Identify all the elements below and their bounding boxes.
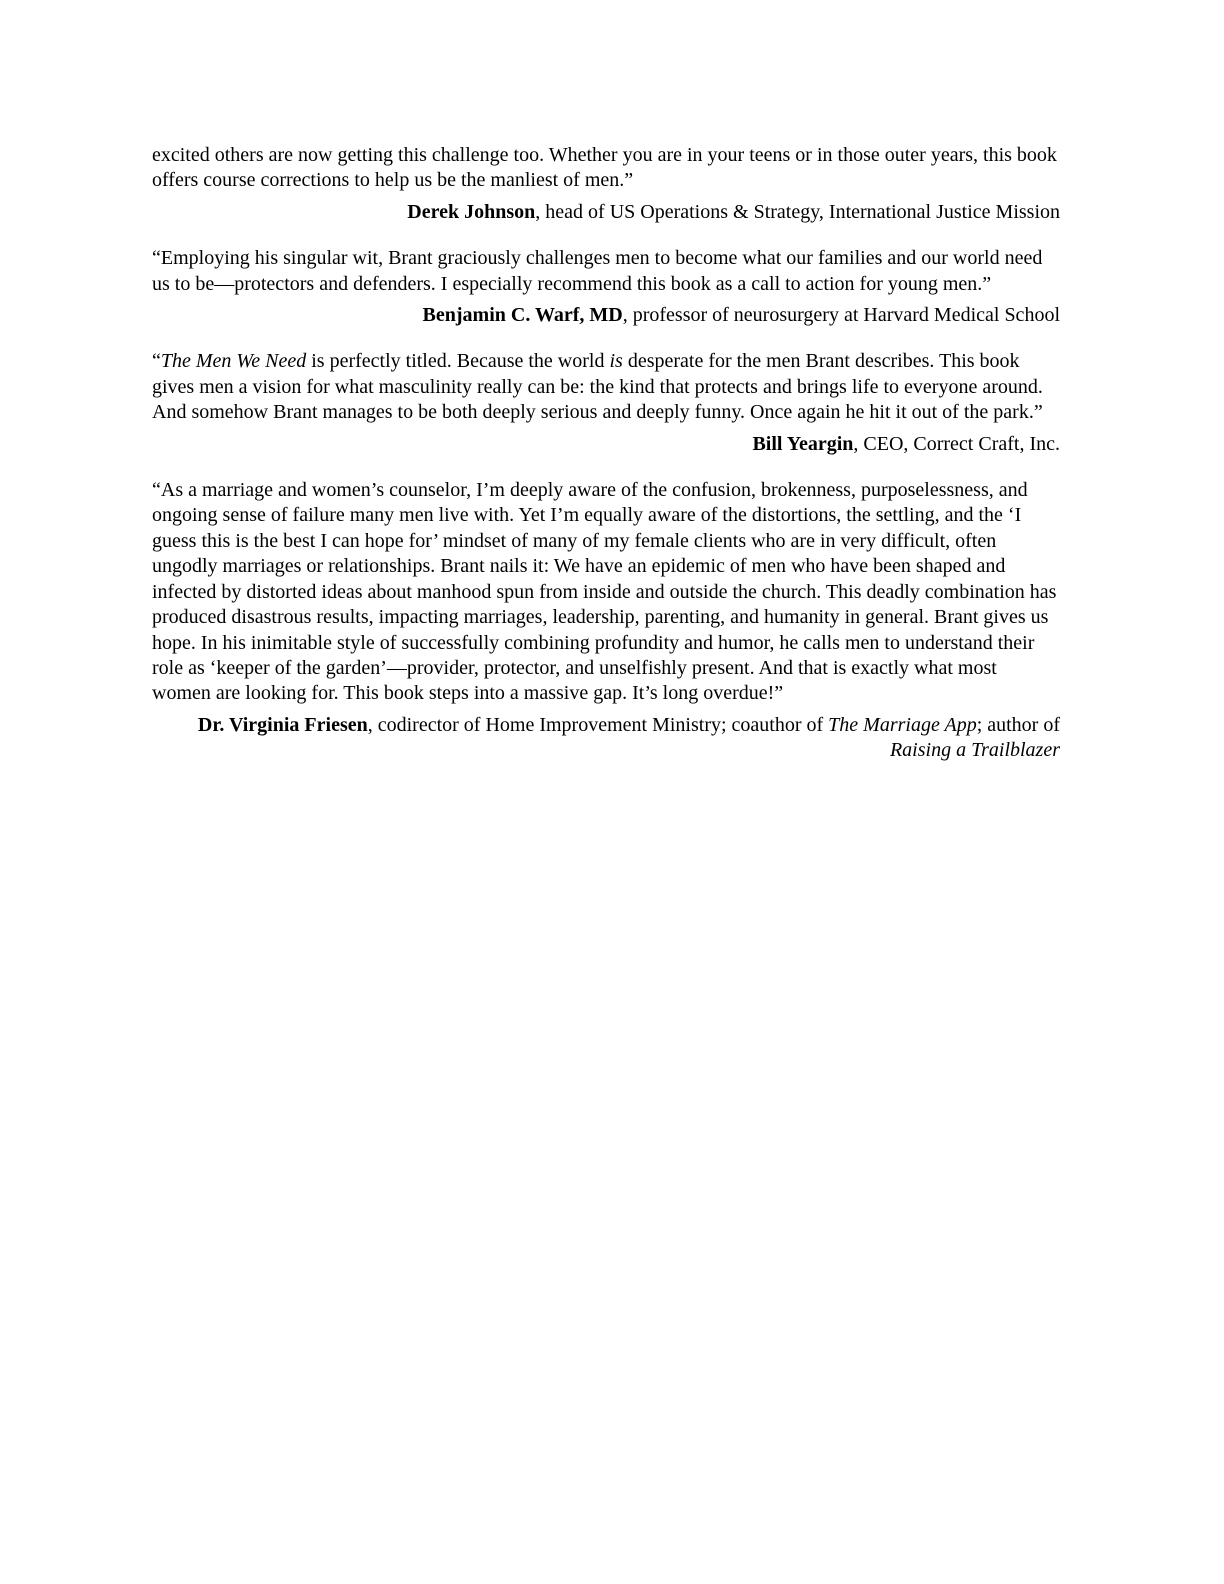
quote-text-part: is perfectly titled. Because the world xyxy=(306,350,610,373)
endorsements-page xyxy=(152,143,1060,764)
quote-open-mark: “ xyxy=(152,350,161,373)
book-title: The Men We Need xyxy=(160,350,307,373)
endorsement-quote-1: excited others are now getting this challenge too. Whether you are in your teens or in those outer years, this book offers course corrections to help us be the manliest of men.” xyxy=(152,144,1057,192)
endorsement-attribution-4 xyxy=(152,713,1060,764)
endorsement-quote-4: “As a marriage and women’s counselor, I’m deeply aware of the confusion, brokenness, purposelessness, and ongoing sense of failure many men live with. Yet I’m equally aware of the distortions, the settling, and the ‘I guess this is the best I can hope for’ mindset of many of my female clients who are in very difficult, often ungodly marriages or relationships. Brant nails it: We have an epidemic of men who have been shaped and infected by distorted ideas about manhood spun from inside and outside the church. This deadly combination has produced disastrous results, impacting marriages, leadership, parenting, and humanity in general. Brant gives us hope. In his inimitable style of successfully combining profundity and humor, he calls men to understand their role as ‘keeper of the garden’—provider, protector, and unselfishly present. And that is exactly what most women are looking for. This book steps into a massive gap. It’s long overdue!” xyxy=(152,479,1057,705)
endorser-role-4b: ; author of xyxy=(976,713,1060,736)
endorser-role-2: , professor of neurosurgery at Harvard Medical School xyxy=(622,304,1060,327)
endorsement-quote-2: “Employing his singular wit, Brant graciously challenges men to become what our families and our world need us to be—protectors and defenders. I especially recommend this book as a call to action for young men.” xyxy=(152,247,1043,295)
endorser-name-4: Dr. Virginia Friesen xyxy=(197,713,368,736)
endorsement-attribution-2 xyxy=(152,303,1060,328)
endorser-name-2: Benjamin C. Warf, MD xyxy=(422,304,623,327)
endorsement-quote-3 xyxy=(152,349,1060,425)
endorsement-attribution-1 xyxy=(152,200,1060,225)
book-title-raising-trailblazer: Raising a Trailblazer xyxy=(889,739,1060,762)
endorser-name-3: Bill Yeargin xyxy=(752,432,854,455)
endorser-role-3: , CEO, Correct Craft, Inc. xyxy=(853,432,1060,455)
emphasis-word: is xyxy=(609,350,623,373)
quote-text-rest: desperate for the men Brant describes. This book gives men a vision for what masculinity really can be: the kind that protects and brings life to everyone around. And somehow Brant manages to be both deeply serious and deeply funny. Once again he hit it out of the park.” xyxy=(152,350,1043,424)
endorser-role-4a: , codirector of Home Improvement Ministry; coauthor of xyxy=(367,713,829,736)
endorser-name-1: Derek Johnson xyxy=(407,200,536,223)
endorser-role-1: , head of US Operations & Strategy, International Justice Mission xyxy=(535,200,1060,223)
endorsement-attribution-3 xyxy=(152,432,1060,457)
book-title-marriage-app: The Marriage App xyxy=(828,713,977,736)
